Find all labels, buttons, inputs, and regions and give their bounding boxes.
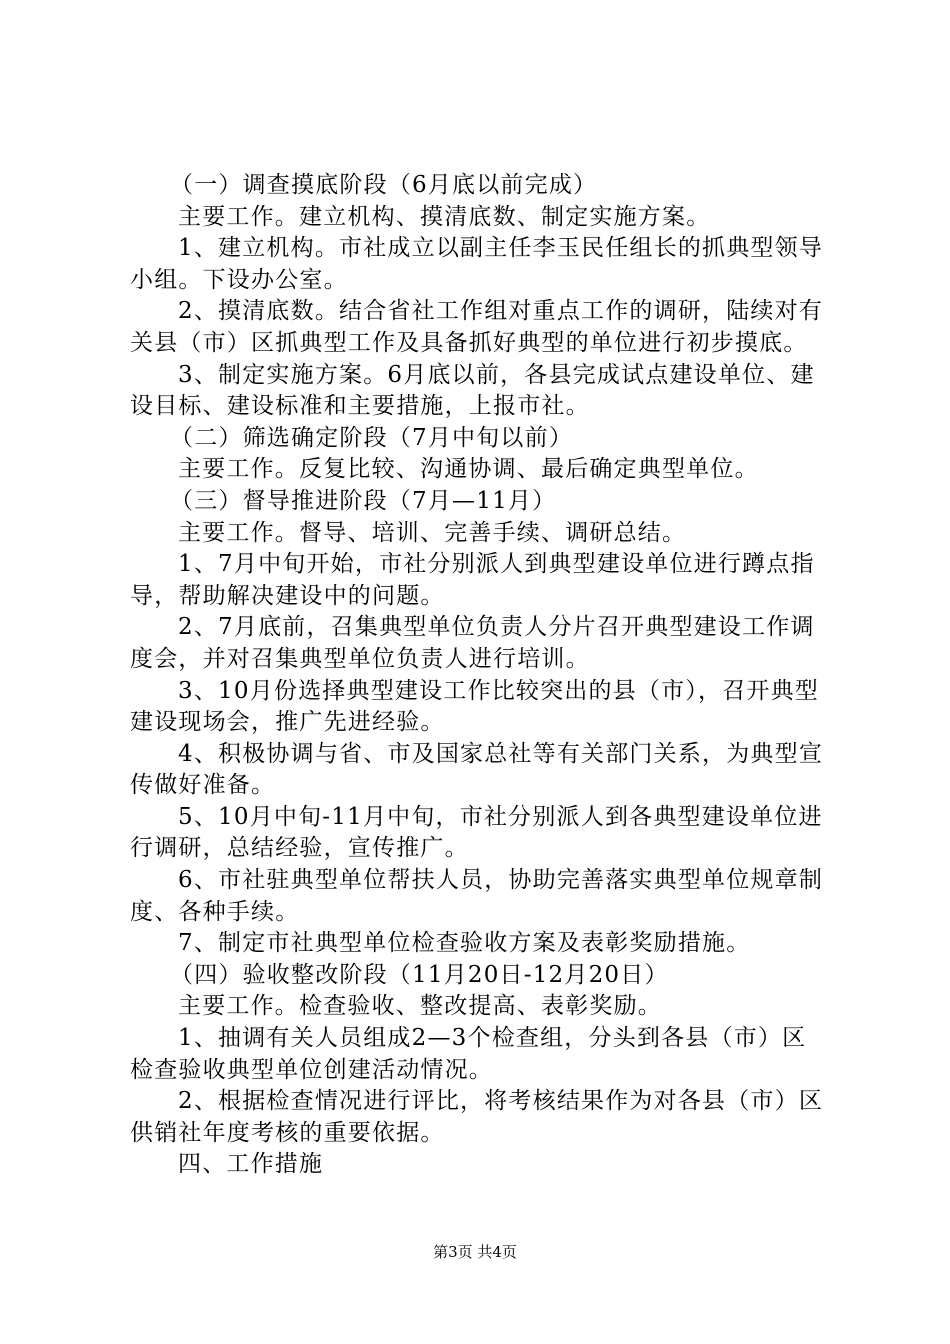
- page-footer: 第3页 共4页: [433, 1243, 517, 1261]
- paragraph: 1、抽调有关人员组成2—3个检查组，分头到各县（市）区检查验收典型单位创建活动情况。: [130, 1025, 807, 1083]
- paragraph: 7、制定市社典型单位检查验收方案及表彰奖励措施。: [178, 930, 751, 957]
- paragraph: 主要工作。反复比较、沟通协调、最后确定典型单位。: [178, 456, 759, 483]
- paragraph: 1、7月中旬开始，市社分别派人到典型建设单位进行蹲点指导，帮助解决建设中的问题。: [130, 551, 815, 609]
- section-heading-phase-1: （一）调查摸底阶段（6月底以前完成）: [170, 172, 598, 198]
- document-body: [130, 170, 830, 1181]
- paragraph: 1、建立机构。市社成立以副主任李玉民任组长的抓典型领导小组。下设办公室。: [130, 235, 824, 293]
- section-heading-work-measures: 四、工作措施: [178, 1151, 324, 1178]
- section-heading-phase-4: （四）验收整改阶段（11月20日-12月20日）: [170, 961, 669, 988]
- paragraph: 3、制定实施方案。6月底以前，各县完成试点建设单位、建设目标、建设标准和主要措施，上报市社。: [130, 361, 815, 420]
- paragraph: 主要工作。建立机构、摸清底数、制定实施方案。: [178, 203, 711, 230]
- paragraph: 2、根据检查情况进行评比，将考核结果作为对各县（市）区供销社年度考核的重要依据。: [130, 1088, 824, 1146]
- section-heading-phase-2: （二）筛选确定阶段（7月中旬以前）: [170, 424, 574, 451]
- paragraph: 2、7月底前，召集典型单位负责人分片召开典型建设工作调度会，并对召集典型单位负责人进行培训。: [130, 614, 815, 672]
- paragraph: 主要工作。督导、培训、完善手续、调研总结。: [178, 519, 687, 546]
- paragraph: 3、10月份选择典型建设工作比较突出的县（市），召开典型建设现场会，推广先进经验。: [130, 677, 819, 736]
- section-heading-phase-3: （三）督导推进阶段（7月—11月）: [170, 487, 557, 514]
- paragraph: 6、市社驻典型单位帮扶人员，协助完善落实典型单位规章制度、各种手续。: [130, 867, 824, 925]
- paragraph: 2、摸清底数。结合省社工作组对重点工作的调研，陆续对有关县（市）区抓典型工作及具备抓好典型的单位进行初步摸底。: [130, 298, 824, 356]
- paragraph: 4、积极协调与省、市及国家总社等有关部门关系，为典型宣传做好准备。: [130, 740, 824, 799]
- paragraph: 5、10月中旬-11月中旬，市社分别派人到各典型建设单位进行调研，总结经验，宣传推广。: [130, 803, 823, 862]
- paragraph: 主要工作。检查验收、整改提高、表彰奖励。: [178, 993, 662, 1020]
